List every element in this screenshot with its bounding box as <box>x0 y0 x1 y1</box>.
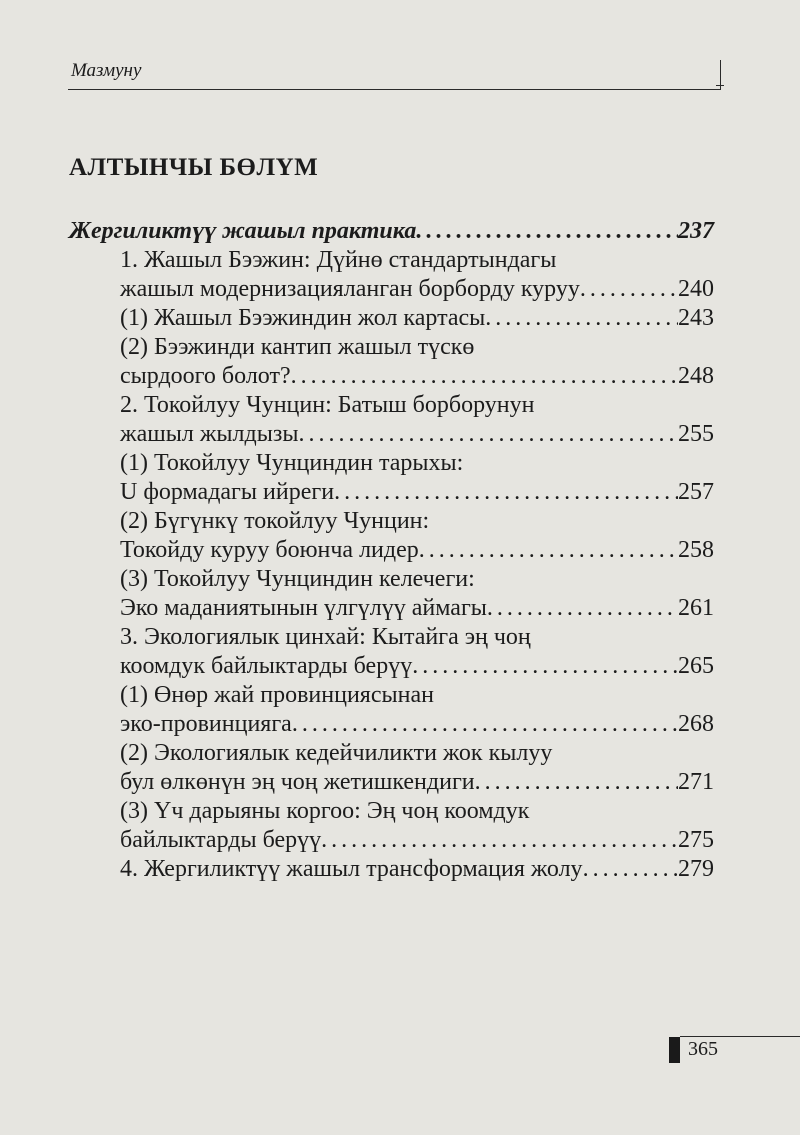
toc-leader-dots <box>321 827 678 854</box>
toc-entry-text: эко-провинцияга <box>120 711 292 737</box>
toc-entry-text: 4. Жергиликтүү жашыл трансформация жолу <box>120 856 583 882</box>
toc-entry-page: 243 <box>678 305 714 331</box>
toc-entry-text: сырдоого болот? <box>120 363 291 389</box>
toc-leader-dots <box>412 653 678 680</box>
running-header: Мазмуну <box>71 60 142 81</box>
toc-entry-text: (1) Өнөр жай провинциясынан <box>120 682 434 708</box>
toc-entry-page: 258 <box>678 537 714 563</box>
toc-entry <box>69 479 714 508</box>
toc-entry <box>69 305 714 334</box>
toc-entry <box>69 508 714 537</box>
toc-entry-text: 3. Экологиялык цинхай: Кытайга эң чоң <box>120 624 531 650</box>
toc-entry <box>69 421 714 450</box>
toc-entry-text: Эко маданиятынын үлгүлүү аймагы <box>120 595 487 621</box>
toc-entry-page: 265 <box>678 653 714 679</box>
table-of-contents <box>69 218 714 885</box>
toc-entry <box>69 247 714 276</box>
page-number: 365 <box>688 1038 718 1060</box>
toc-entry-text: байлыктарды берүү <box>120 827 322 853</box>
toc-entry-text: 1. Жашыл Бээжин: Дүйнө стандартындагы <box>120 247 557 273</box>
toc-entry <box>69 769 714 798</box>
toc-entry <box>69 827 714 856</box>
toc-entry <box>69 537 714 566</box>
toc-leader-dots <box>485 305 678 332</box>
footer-rule <box>680 1036 800 1037</box>
header-rule <box>68 89 720 90</box>
toc-entry <box>69 595 714 624</box>
toc-entry-page: 240 <box>678 276 714 302</box>
footer-marker <box>669 1037 680 1063</box>
toc-entry-text: U формадагы ийреги <box>120 479 335 505</box>
toc-entry-text: (2) Бүгүнкү токойлуу Чунцин: <box>120 508 430 534</box>
toc-entry <box>69 624 714 653</box>
toc-entry <box>69 740 714 769</box>
toc-entry <box>69 566 714 595</box>
toc-entry-text: (3) Үч дарыяны коргоо: Эң чоң коомдук <box>120 798 530 824</box>
toc-entry <box>69 711 714 740</box>
toc-entry <box>69 450 714 479</box>
toc-entry <box>69 334 714 363</box>
toc-entry-page: 248 <box>678 363 714 389</box>
toc-entry-text: (1) Токойлуу Чунциндин тарыхы: <box>120 450 464 476</box>
toc-entry <box>69 218 714 247</box>
toc-leader-dots <box>292 711 678 738</box>
toc-entry <box>69 682 714 711</box>
toc-entry <box>69 363 714 392</box>
toc-entry-text: бул өлкөнүн эң чоң жетишкендиги <box>120 769 475 795</box>
toc-entry-page: 275 <box>678 827 714 853</box>
toc-entry-text: Жергиликтүү жашыл практика <box>69 218 417 244</box>
toc-entry <box>69 856 714 885</box>
toc-leader-dots <box>583 856 678 883</box>
toc-entry-text: коомдук байлыктарды берүү <box>120 653 413 679</box>
toc-entry-text: 2. Токойлуу Чунцин: Батыш борборунун <box>120 392 535 418</box>
toc-entry-text: жашыл модернизацияланган борборду куруу <box>120 276 580 302</box>
header-ornament-foot <box>716 85 724 86</box>
toc-leader-dots <box>419 537 678 564</box>
toc-leader-dots <box>298 421 678 448</box>
toc-entry-page: 271 <box>678 769 714 795</box>
toc-entry <box>69 798 714 827</box>
toc-entry <box>69 653 714 682</box>
toc-entry-page: 268 <box>678 711 714 737</box>
section-heading: АЛТЫНЧЫ БӨЛҮМ <box>69 154 319 181</box>
toc-entry-page: 279 <box>678 856 714 882</box>
toc-entry <box>69 392 714 421</box>
toc-entry-text: (3) Токойлуу Чунциндин келечеги: <box>120 566 475 592</box>
toc-entry-text: (2) Экологиялык кедейчиликти жок кылуу <box>120 740 553 766</box>
toc-leader-dots <box>487 595 678 622</box>
toc-entry-page: 257 <box>678 479 714 505</box>
toc-entry-page: 255 <box>678 421 714 447</box>
toc-leader-dots <box>291 363 678 390</box>
toc-entry-text: Токойду куруу боюнча лидер <box>120 537 419 563</box>
toc-entry-page: 237 <box>678 218 714 244</box>
toc-leader-dots <box>334 479 678 506</box>
toc-entry-text: (2) Бээжинди кантип жашыл түскө <box>120 334 475 360</box>
toc-entry <box>69 276 714 305</box>
toc-leader-dots <box>580 276 678 303</box>
toc-entry-page: 261 <box>678 595 714 621</box>
toc-entry-text: (1) Жашыл Бээжиндин жол картасы <box>120 305 486 331</box>
toc-leader-dots <box>416 218 678 245</box>
toc-leader-dots <box>475 769 678 796</box>
toc-entry-text: жашыл жылдызы <box>120 421 299 447</box>
